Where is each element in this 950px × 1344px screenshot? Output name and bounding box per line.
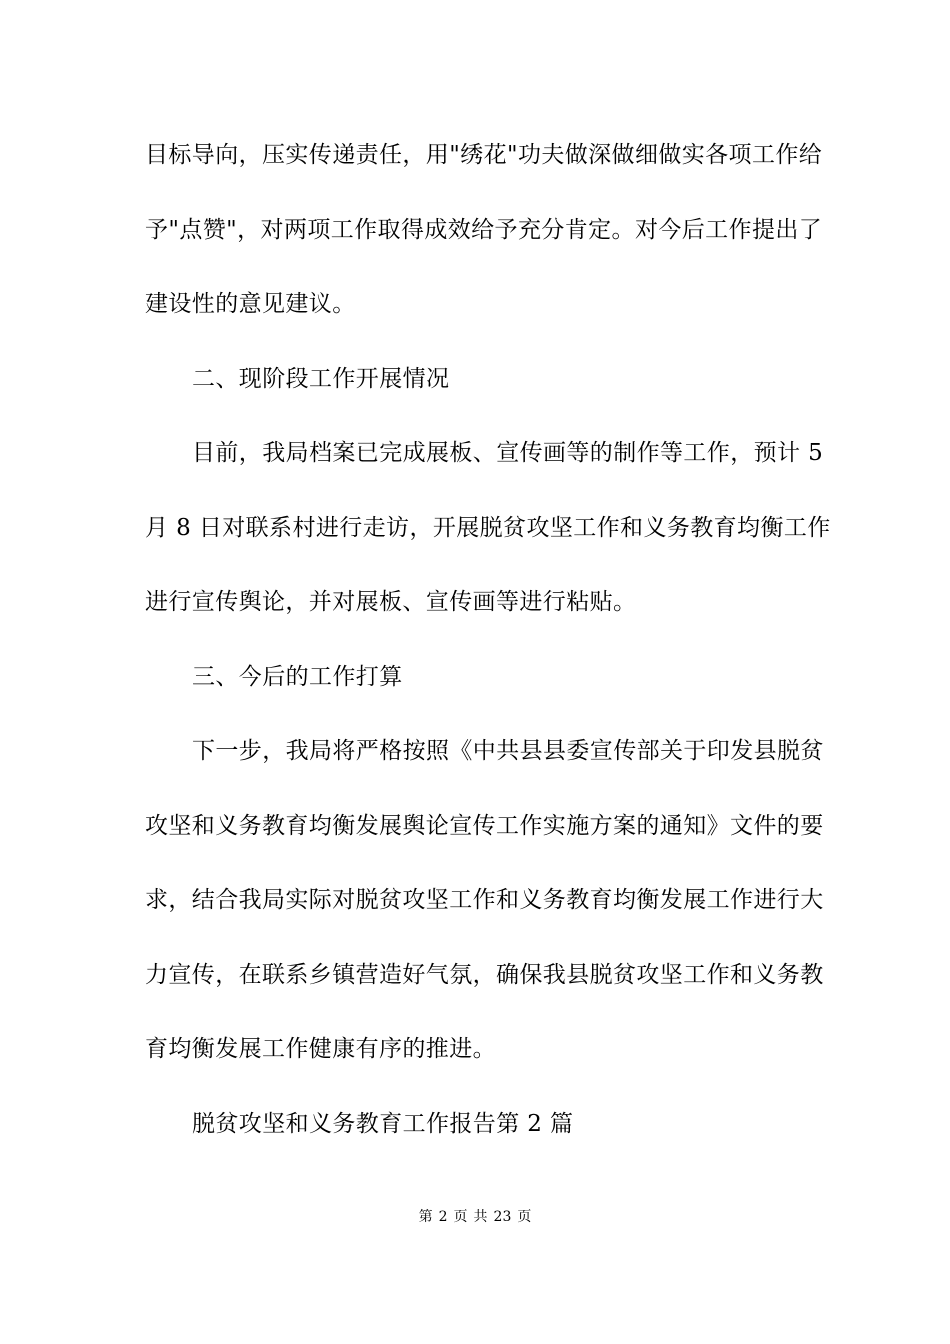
- body-line: 求，结合我局实际对脱贫攻坚工作和义务教育均衡发展工作进行大: [145, 887, 824, 913]
- body-line: 力宣传，在联系乡镇营造好气氛，确保我县脱贫攻坚工作和义务教: [145, 962, 824, 988]
- page-footer: [0, 1207, 950, 1227]
- footer-prefix: 第: [418, 1209, 433, 1225]
- footer-total-word: 共: [473, 1209, 488, 1225]
- next-article-title: 脱贫攻坚和义务教育工作报告第 2 篇: [192, 1111, 574, 1137]
- body-line: 攻坚和义务教育均衡发展舆论宣传工作实施方案的通知》文件的要: [145, 813, 824, 839]
- body-line: 建设性的意见建议。: [145, 291, 356, 317]
- body-line: 目标导向，压实传递责任，用"绣花"功夫做深做细做实各项工作给: [145, 142, 823, 168]
- body-line: 月 8 日对联系村进行走访，开展脱贫攻坚工作和义务教育均衡工作: [145, 515, 831, 541]
- footer-page-word: 页: [453, 1209, 468, 1225]
- section-heading-2: 二、现阶段工作开展情况: [192, 366, 450, 392]
- section-heading-3: 三、今后的工作打算: [192, 664, 403, 690]
- body-line: 进行宣传舆论，并对展板、宣传画等进行粘贴。: [145, 589, 637, 615]
- footer-current-page: 2: [438, 1209, 448, 1225]
- body-line: 下一步，我局将严格按照《中共县县委宣传部关于印发县脱贫: [192, 738, 824, 764]
- body-line: 目前，我局档案已完成展板、宣传画等的制作等工作，预计 5: [192, 440, 824, 466]
- footer-total-pages: 23: [493, 1209, 512, 1225]
- footer-suffix: 页: [517, 1209, 532, 1225]
- body-line: 予"点赞"，对两项工作取得成效给予充分肯定。对今后工作提出了: [145, 217, 823, 243]
- body-line: 育均衡发展工作健康有序的推进。: [145, 1036, 496, 1062]
